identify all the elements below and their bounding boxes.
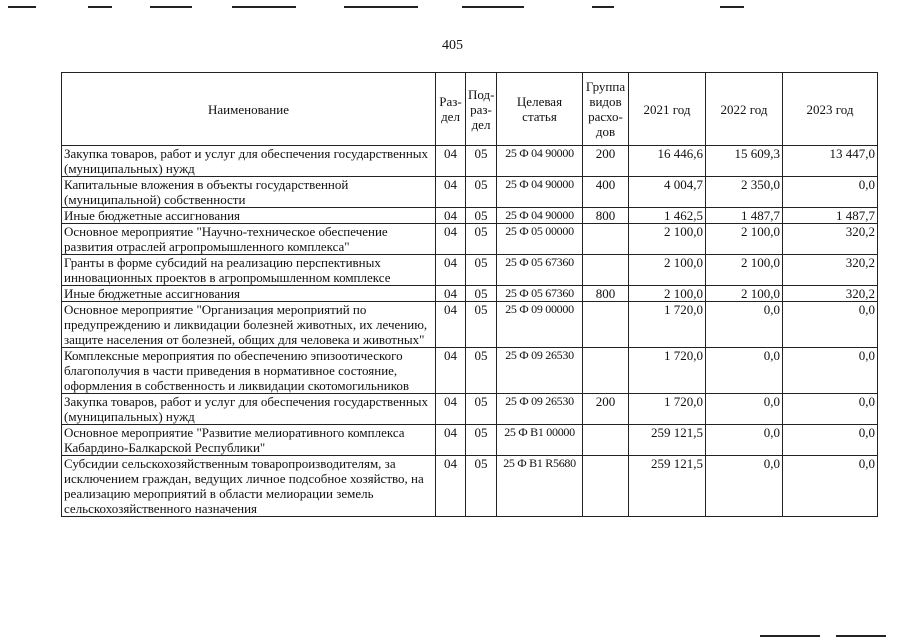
row-name-cell: Основное мероприятие "Научно-техническое обеспечение развития отраслей агропромышленного комплекса" (62, 224, 436, 255)
row-section-cell: 04 (436, 224, 466, 255)
row-article-cell: 25 Ф 04 90000 (497, 177, 583, 208)
table-row (62, 224, 878, 255)
row-2021-cell: 4 004,7 (629, 177, 706, 208)
row-name-cell: Закупка товаров, работ и услуг для обеспечения государственных (муниципальных) нужд (62, 146, 436, 177)
row-article-cell: 25 Ф 09 26530 (497, 394, 583, 425)
row-2022-cell: 1 487,7 (706, 208, 783, 224)
row-section-cell: 04 (436, 177, 466, 208)
budget-table (61, 72, 878, 517)
row-2023-cell: 0,0 (783, 348, 878, 394)
page-number: 405 (442, 38, 463, 53)
row-2021-cell: 259 121,5 (629, 456, 706, 517)
row-2023-cell: 0,0 (783, 177, 878, 208)
row-subsection-cell: 05 (466, 456, 497, 517)
row-name-cell: Субсидии сельскохозяйственным товаропроизводителям, за исключением граждан, ведущих личное подсобное хозяйство, на реализацию мероприятий в области мелиорации земель сельскохозяйственного назначения (62, 456, 436, 517)
table-row (62, 146, 878, 177)
row-section-cell: 04 (436, 348, 466, 394)
row-2023-cell: 0,0 (783, 425, 878, 456)
header-section: Раз- дел (436, 73, 466, 146)
row-section-cell: 04 (436, 255, 466, 286)
row-2021-cell: 2 100,0 (629, 286, 706, 302)
row-name-cell: Иные бюджетные ассигнования (62, 286, 436, 302)
scan-artifact-top (0, 0, 905, 14)
row-2021-cell: 1 720,0 (629, 394, 706, 425)
row-2023-cell: 0,0 (783, 456, 878, 517)
row-article-cell: 25 Ф 09 00000 (497, 302, 583, 348)
row-group-cell (583, 224, 629, 255)
table-body (62, 146, 878, 517)
table-row (62, 255, 878, 286)
header-2023: 2023 год (783, 73, 878, 146)
row-2022-cell: 0,0 (706, 348, 783, 394)
header-subsection: Под- раз- дел (466, 73, 497, 146)
row-2021-cell: 1 720,0 (629, 302, 706, 348)
row-article-cell: 25 Ф 05 67360 (497, 255, 583, 286)
row-2022-cell: 2 100,0 (706, 286, 783, 302)
row-2023-cell: 320,2 (783, 255, 878, 286)
row-group-cell (583, 255, 629, 286)
row-2022-cell: 2 100,0 (706, 255, 783, 286)
row-name-cell: Капитальные вложения в объекты государственной (муниципальной) собственности (62, 177, 436, 208)
row-2022-cell: 0,0 (706, 302, 783, 348)
row-group-cell (583, 302, 629, 348)
row-group-cell: 800 (583, 208, 629, 224)
header-name: Наименование (62, 73, 436, 146)
row-subsection-cell: 05 (466, 286, 497, 302)
row-subsection-cell: 05 (466, 348, 497, 394)
row-group-cell: 200 (583, 394, 629, 425)
row-subsection-cell: 05 (466, 208, 497, 224)
row-article-cell: 25 Ф В1 00000 (497, 425, 583, 456)
row-2022-cell: 15 609,3 (706, 146, 783, 177)
row-2023-cell: 320,2 (783, 224, 878, 255)
table-row (62, 208, 878, 224)
table-row (62, 394, 878, 425)
row-2022-cell: 2 100,0 (706, 224, 783, 255)
row-2023-cell: 320,2 (783, 286, 878, 302)
row-subsection-cell: 05 (466, 302, 497, 348)
row-section-cell: 04 (436, 208, 466, 224)
row-article-cell: 25 Ф 09 26530 (497, 348, 583, 394)
row-2022-cell: 2 350,0 (706, 177, 783, 208)
scan-artifact-bottom (0, 630, 905, 640)
row-2022-cell: 0,0 (706, 456, 783, 517)
row-2021-cell: 259 121,5 (629, 425, 706, 456)
row-2021-cell: 2 100,0 (629, 224, 706, 255)
row-article-cell: 25 Ф 04 90000 (497, 208, 583, 224)
row-group-cell: 400 (583, 177, 629, 208)
row-section-cell: 04 (436, 286, 466, 302)
row-2023-cell: 13 447,0 (783, 146, 878, 177)
table-header-row (62, 73, 878, 146)
row-article-cell: 25 Ф 05 67360 (497, 286, 583, 302)
row-name-cell: Основное мероприятие "Развитие мелиоративного комплекса Кабардино-Балкарской Республики" (62, 425, 436, 456)
row-2021-cell: 1 720,0 (629, 348, 706, 394)
row-name-cell: Закупка товаров, работ и услуг для обеспечения государственных (муниципальных) нужд (62, 394, 436, 425)
row-article-cell: 25 Ф 04 90000 (497, 146, 583, 177)
row-name-cell: Комплексные мероприятия по обеспечению эпизоотического благополучия в части приведения в нормативное состояние, оформления в собственность и ликвидации скотомогильников (62, 348, 436, 394)
table-row (62, 456, 878, 517)
row-section-cell: 04 (436, 394, 466, 425)
header-2021: 2021 год (629, 73, 706, 146)
row-subsection-cell: 05 (466, 224, 497, 255)
row-section-cell: 04 (436, 146, 466, 177)
row-2023-cell: 0,0 (783, 394, 878, 425)
row-group-cell (583, 348, 629, 394)
row-name-cell: Гранты в форме субсидий на реализацию перспективных инновационных проектов в агропромышленном комплексе (62, 255, 436, 286)
row-subsection-cell: 05 (466, 394, 497, 425)
row-subsection-cell: 05 (466, 177, 497, 208)
row-2023-cell: 0,0 (783, 302, 878, 348)
row-name-cell: Основное мероприятие "Организация мероприятий по предупреждению и ликвидации болезней животных, их лечению, защите населения от болезней, общих для человека и животных" (62, 302, 436, 348)
table-row (62, 348, 878, 394)
row-subsection-cell: 05 (466, 425, 497, 456)
row-2022-cell: 0,0 (706, 425, 783, 456)
table-row (62, 425, 878, 456)
table-row (62, 302, 878, 348)
header-target-article: Целевая статья (497, 73, 583, 146)
row-group-cell: 200 (583, 146, 629, 177)
row-group-cell (583, 456, 629, 517)
row-subsection-cell: 05 (466, 255, 497, 286)
header-2022: 2022 год (706, 73, 783, 146)
row-2023-cell: 1 487,7 (783, 208, 878, 224)
row-2021-cell: 2 100,0 (629, 255, 706, 286)
row-section-cell: 04 (436, 302, 466, 348)
row-name-cell: Иные бюджетные ассигнования (62, 208, 436, 224)
header-expense-group: Группа видов расхо- дов (583, 73, 629, 146)
table-row (62, 286, 878, 302)
row-subsection-cell: 05 (466, 146, 497, 177)
row-2022-cell: 0,0 (706, 394, 783, 425)
row-article-cell: 25 Ф В1 R5680 (497, 456, 583, 517)
table-row (62, 177, 878, 208)
row-article-cell: 25 Ф 05 00000 (497, 224, 583, 255)
row-group-cell (583, 425, 629, 456)
row-section-cell: 04 (436, 425, 466, 456)
row-group-cell: 800 (583, 286, 629, 302)
row-section-cell: 04 (436, 456, 466, 517)
row-2021-cell: 16 446,6 (629, 146, 706, 177)
row-2021-cell: 1 462,5 (629, 208, 706, 224)
